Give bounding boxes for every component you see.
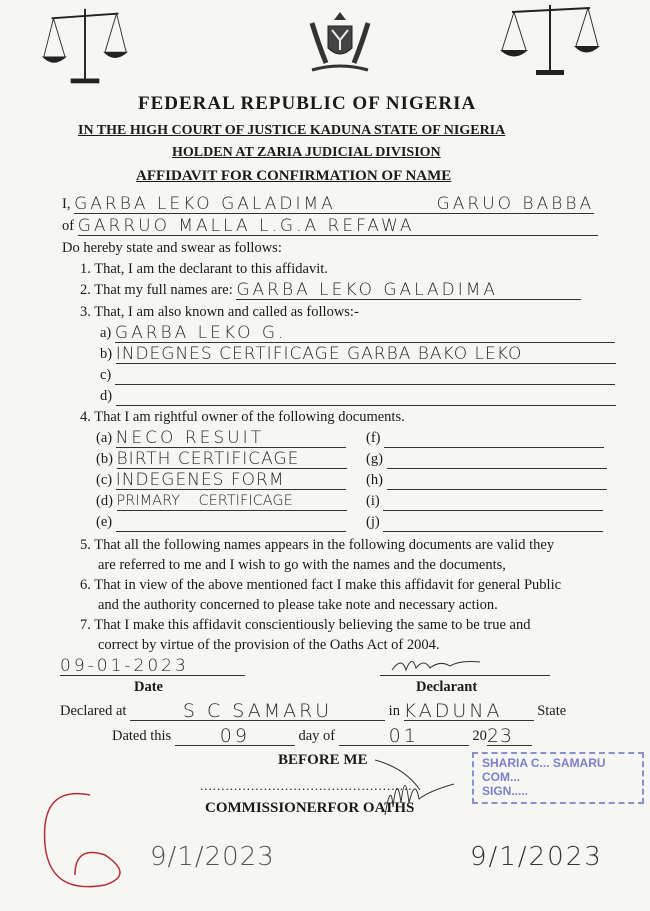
clause-5-cont: are referred to me and I wish to go with the names and the documents,: [98, 557, 506, 573]
full-name-field: [236, 281, 581, 300]
scales-of-justice-right-icon: [500, 0, 600, 80]
month-field: [339, 727, 469, 746]
year-value: 23: [486, 725, 514, 747]
clause-3: 3. That, I am also known and called as follows:-: [80, 304, 359, 320]
document-title: AFFIDAVIT FOR CONFIRMATION OF NAME: [136, 168, 452, 184]
declared-at-field: [130, 702, 385, 721]
full-name-value: GARBA LEKO GALADIMA: [236, 280, 499, 300]
address-value: GARRUO MALLA L.G.A REFAWA: [77, 216, 415, 236]
doc-field: [387, 471, 607, 490]
date-value: 09-01-2023: [60, 656, 189, 676]
state-value: KADUNA: [403, 700, 503, 722]
commissioner-signature: [370, 755, 470, 825]
doc-label: (g): [366, 451, 383, 467]
clause-2: 2. That my full names are:: [80, 282, 233, 298]
in-label: in: [388, 703, 400, 719]
doc-field: [116, 429, 346, 448]
day-of-label: day of: [298, 728, 336, 744]
alias-label: b): [100, 346, 113, 362]
clause-5: 5. That all the following names appears in the following documents are valid they: [80, 537, 555, 553]
commissioner-label: COMMISSIONERFOR OATHS: [205, 800, 415, 816]
stamp-line-1: SHARIA C... SAMARU: [482, 756, 606, 770]
handwritten-date-left: 9/1/2023: [150, 842, 275, 872]
clause-1: 1. That, I am the declarant to this affidavit.: [80, 261, 328, 277]
declared-at-label: Declared at: [60, 703, 127, 719]
doc-value: BIRTH CERTIFICAGE: [116, 449, 300, 469]
before-me-label: BEFORE ME: [278, 752, 368, 768]
doc-field: [384, 429, 604, 448]
doc-label: (b): [96, 451, 113, 467]
commissioner-signature-line: ..................................................: [200, 778, 413, 793]
year-field: [487, 727, 532, 746]
date-field: [60, 657, 245, 676]
state-field: [404, 702, 534, 721]
division-heading: HOLDEN AT ZARIA JUDICIAL DIVISION: [172, 145, 441, 160]
alias-label: a): [100, 325, 112, 341]
declarant-name-field: [74, 195, 594, 214]
day-value: 09: [219, 725, 250, 747]
doc-field: [383, 513, 603, 532]
doc-field: [116, 471, 346, 490]
court-heading: IN THE HIGH COURT OF JUSTICE KADUNA STATE OF NIGERIA: [78, 123, 506, 138]
doc-field: [116, 513, 346, 532]
stamp-line-3: SIGN.....: [482, 784, 529, 798]
of-label: of: [62, 218, 75, 234]
handwritten-date-right: 9/1/2023: [470, 842, 603, 872]
doc-label: (a): [96, 430, 113, 446]
stamp-line-2: COM...: [482, 770, 520, 784]
doc-label: (e): [96, 514, 113, 530]
alias-label: d): [100, 388, 113, 404]
clause-7-cont: correct by virtue of the provision of the Oaths Act of 2004.: [98, 637, 440, 653]
doc-value: PRIMARY CERTIFICAGE: [116, 493, 293, 509]
red-ink-signature: [30, 785, 140, 895]
doc-value: NECO RESUIT: [115, 428, 265, 448]
doc-label: (c): [96, 472, 113, 488]
date-label: Date: [134, 679, 163, 695]
clause-6: 6. That in view of the above mentioned fact I make this affidavit for general Public: [80, 577, 562, 593]
doc-field: [117, 492, 347, 511]
alias-label: c): [100, 367, 112, 383]
state-label: State: [537, 703, 567, 719]
alias-value: GARBA LEKO G.: [114, 323, 287, 343]
alias-field: [116, 387, 616, 406]
alias-field: [115, 324, 615, 343]
doc-field: [383, 492, 603, 511]
doc-label: (h): [366, 472, 383, 488]
day-field: [175, 727, 295, 746]
declared-at-value: S C SAMARU: [182, 700, 333, 722]
court-stamp: [472, 752, 644, 804]
declarant-label: Declarant: [416, 679, 478, 695]
year-prefix: 20: [472, 728, 487, 744]
declarant-signature: [390, 655, 490, 675]
i-label: I,: [62, 196, 71, 212]
alias-field: [115, 366, 615, 385]
alias-field: [116, 345, 616, 364]
doc-label: (d): [96, 493, 113, 509]
address-field: [78, 217, 598, 236]
doc-label: (i): [366, 493, 380, 509]
month-value: 01: [388, 725, 419, 747]
doc-value: INDEGENES FORM: [115, 470, 285, 490]
doc-label: (j): [366, 514, 380, 530]
alias-value: INDEGNES CERTIFICAGE GARBA BAKO LEKO: [115, 344, 523, 364]
coat-of-arms-icon: [300, 8, 380, 78]
dated-this-label: Dated this: [112, 728, 172, 744]
address-line1-end: GARUO BABBA: [436, 194, 595, 214]
doc-field: [117, 450, 347, 469]
swear-statement: Do hereby state and swear as follows:: [62, 240, 282, 256]
clause-6-cont: and the authority concerned to please take note and necessary action.: [98, 597, 498, 613]
scales-of-justice-left-icon: [40, 4, 130, 90]
country-heading: FEDERAL REPUBLIC OF NIGERIA: [138, 93, 477, 114]
doc-label: (f): [366, 430, 381, 446]
clause-4: 4. That I am rightful owner of the following documents.: [80, 409, 405, 425]
declarant-name-value: GARBA LEKO GALADIMA: [74, 194, 336, 214]
declarant-signature-field: [380, 657, 550, 676]
doc-field: [387, 450, 607, 469]
clause-7: 7. That I make this affidavit conscientiously believing the same to be true and: [80, 617, 531, 633]
